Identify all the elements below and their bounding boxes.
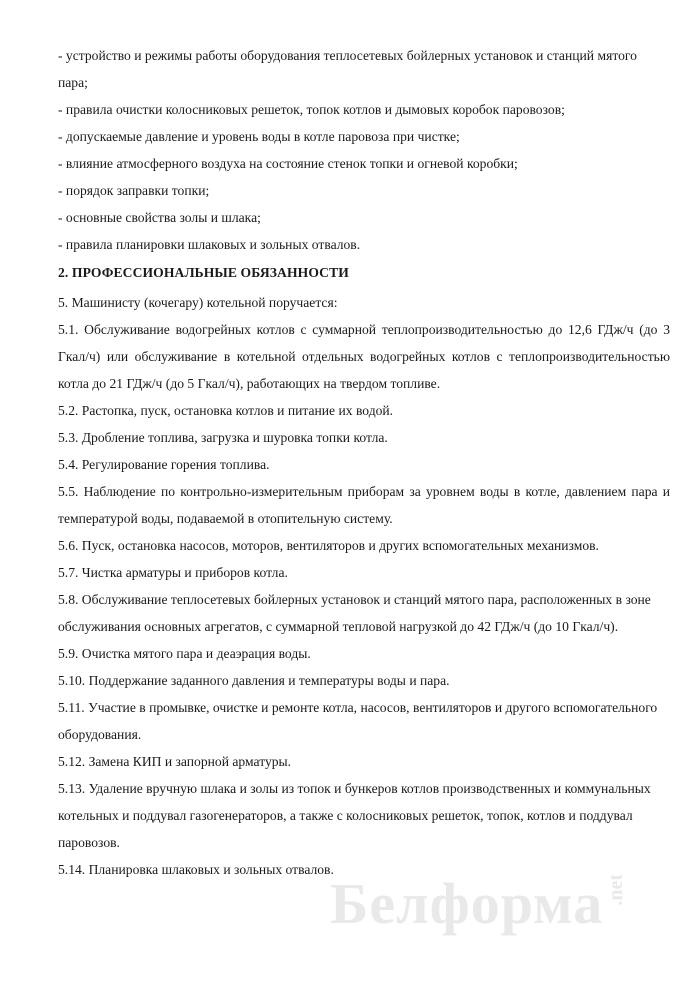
duty-item: 5.6. Пуск, остановка насосов, моторов, вентиляторов и других вспомогательных механизмов. — [58, 538, 599, 553]
duty-item: 5.14. Планировка шлаковых и зольных отвалов. — [58, 862, 334, 877]
duty-item: 5.9. Очистка мятого пара и деаэрация воды. — [58, 646, 311, 661]
section-heading: 2. ПРОФЕССИОНАЛЬНЫЕ ОБЯЗАННОСТИ — [58, 265, 349, 280]
list-item: - правила очистки колосниковых решеток, топок котлов и дымовых коробок паровозов; — [58, 102, 565, 117]
watermark-text: Белформа — [330, 871, 604, 936]
duty-item: 5.12. Замена КИП и запорной арматуры. — [58, 754, 292, 769]
duty-item: 5.8. Обслуживание теплосетевых бойлерных установок и станций мятого пара, расположенных в зоне обслуживания основных агрегатов, с суммарной тепловой нагрузкой до 42 ГДж/ч (до 10 Гкал/ч). — [58, 592, 651, 634]
duty-item: 5.2. Растопка, пуск, остановка котлов и питание их водой. — [58, 403, 394, 418]
duties-list — [58, 316, 670, 883]
duty-item: 5.3. Дробление топлива, загрузка и шуровка топки котла. — [58, 430, 388, 445]
list-item: - влияние атмосферного воздуха на состояние стенок топки и огневой коробки; — [58, 156, 518, 171]
list-item: - основные свойства золы и шлака; — [58, 210, 261, 225]
duty-item: 5.4. Регулирование горения топлива. — [58, 457, 270, 472]
duty-item: 5.13. Удаление вручную шлака и золы из топок и бункеров котлов производственных и коммунальных котельных и поддувал газогенераторов, а также с колосниковых решеток, топок, котлов и поддувал паровозов. — [58, 781, 651, 850]
watermark-suffix: .net — [605, 874, 628, 906]
watermark — [330, 872, 628, 952]
duty-item: 5.10. Поддержание заданного давления и температуры воды и пара. — [58, 673, 450, 688]
requirements-list — [58, 42, 670, 258]
duty-item: 5.7. Чистка арматуры и приборов котла. — [58, 565, 288, 580]
duty-item: 5.1. Обслуживание водогрейных котлов с суммарной теплопроизводительностью до 12,6 ГДж/ч (до 3 Гкал/ч) или обслуживание в котельной отдельных водогрейных котлов с теплопроизводительностью котла до 21 ГДж/ч (до 5 Гкал/ч), работающих на твердом топливе. — [58, 322, 670, 391]
list-item: - допускаемые давление и уровень воды в котле паровоза при чистке; — [58, 129, 460, 144]
duties-intro: 5. Машинисту (кочегару) котельной поручается: — [58, 295, 338, 310]
duty-item: 5.5. Наблюдение по контрольно-измерительным приборам за уровнем воды в котле, давлением пара и температурой воды, подаваемой в отопительную систему. — [58, 484, 670, 526]
duty-item: 5.11. Участие в промывке, очистке и ремонте котла, насосов, вентиляторов и другого вспомогательного оборудования. — [58, 700, 658, 742]
list-item: - порядок заправки топки; — [58, 183, 210, 198]
list-item: - правила планировки шлаковых и зольных отвалов. — [58, 237, 361, 252]
document-page — [58, 42, 670, 883]
list-item: - устройство и режимы работы оборудования теплосетевых бойлерных установок и станций мятого пара; — [58, 48, 637, 90]
